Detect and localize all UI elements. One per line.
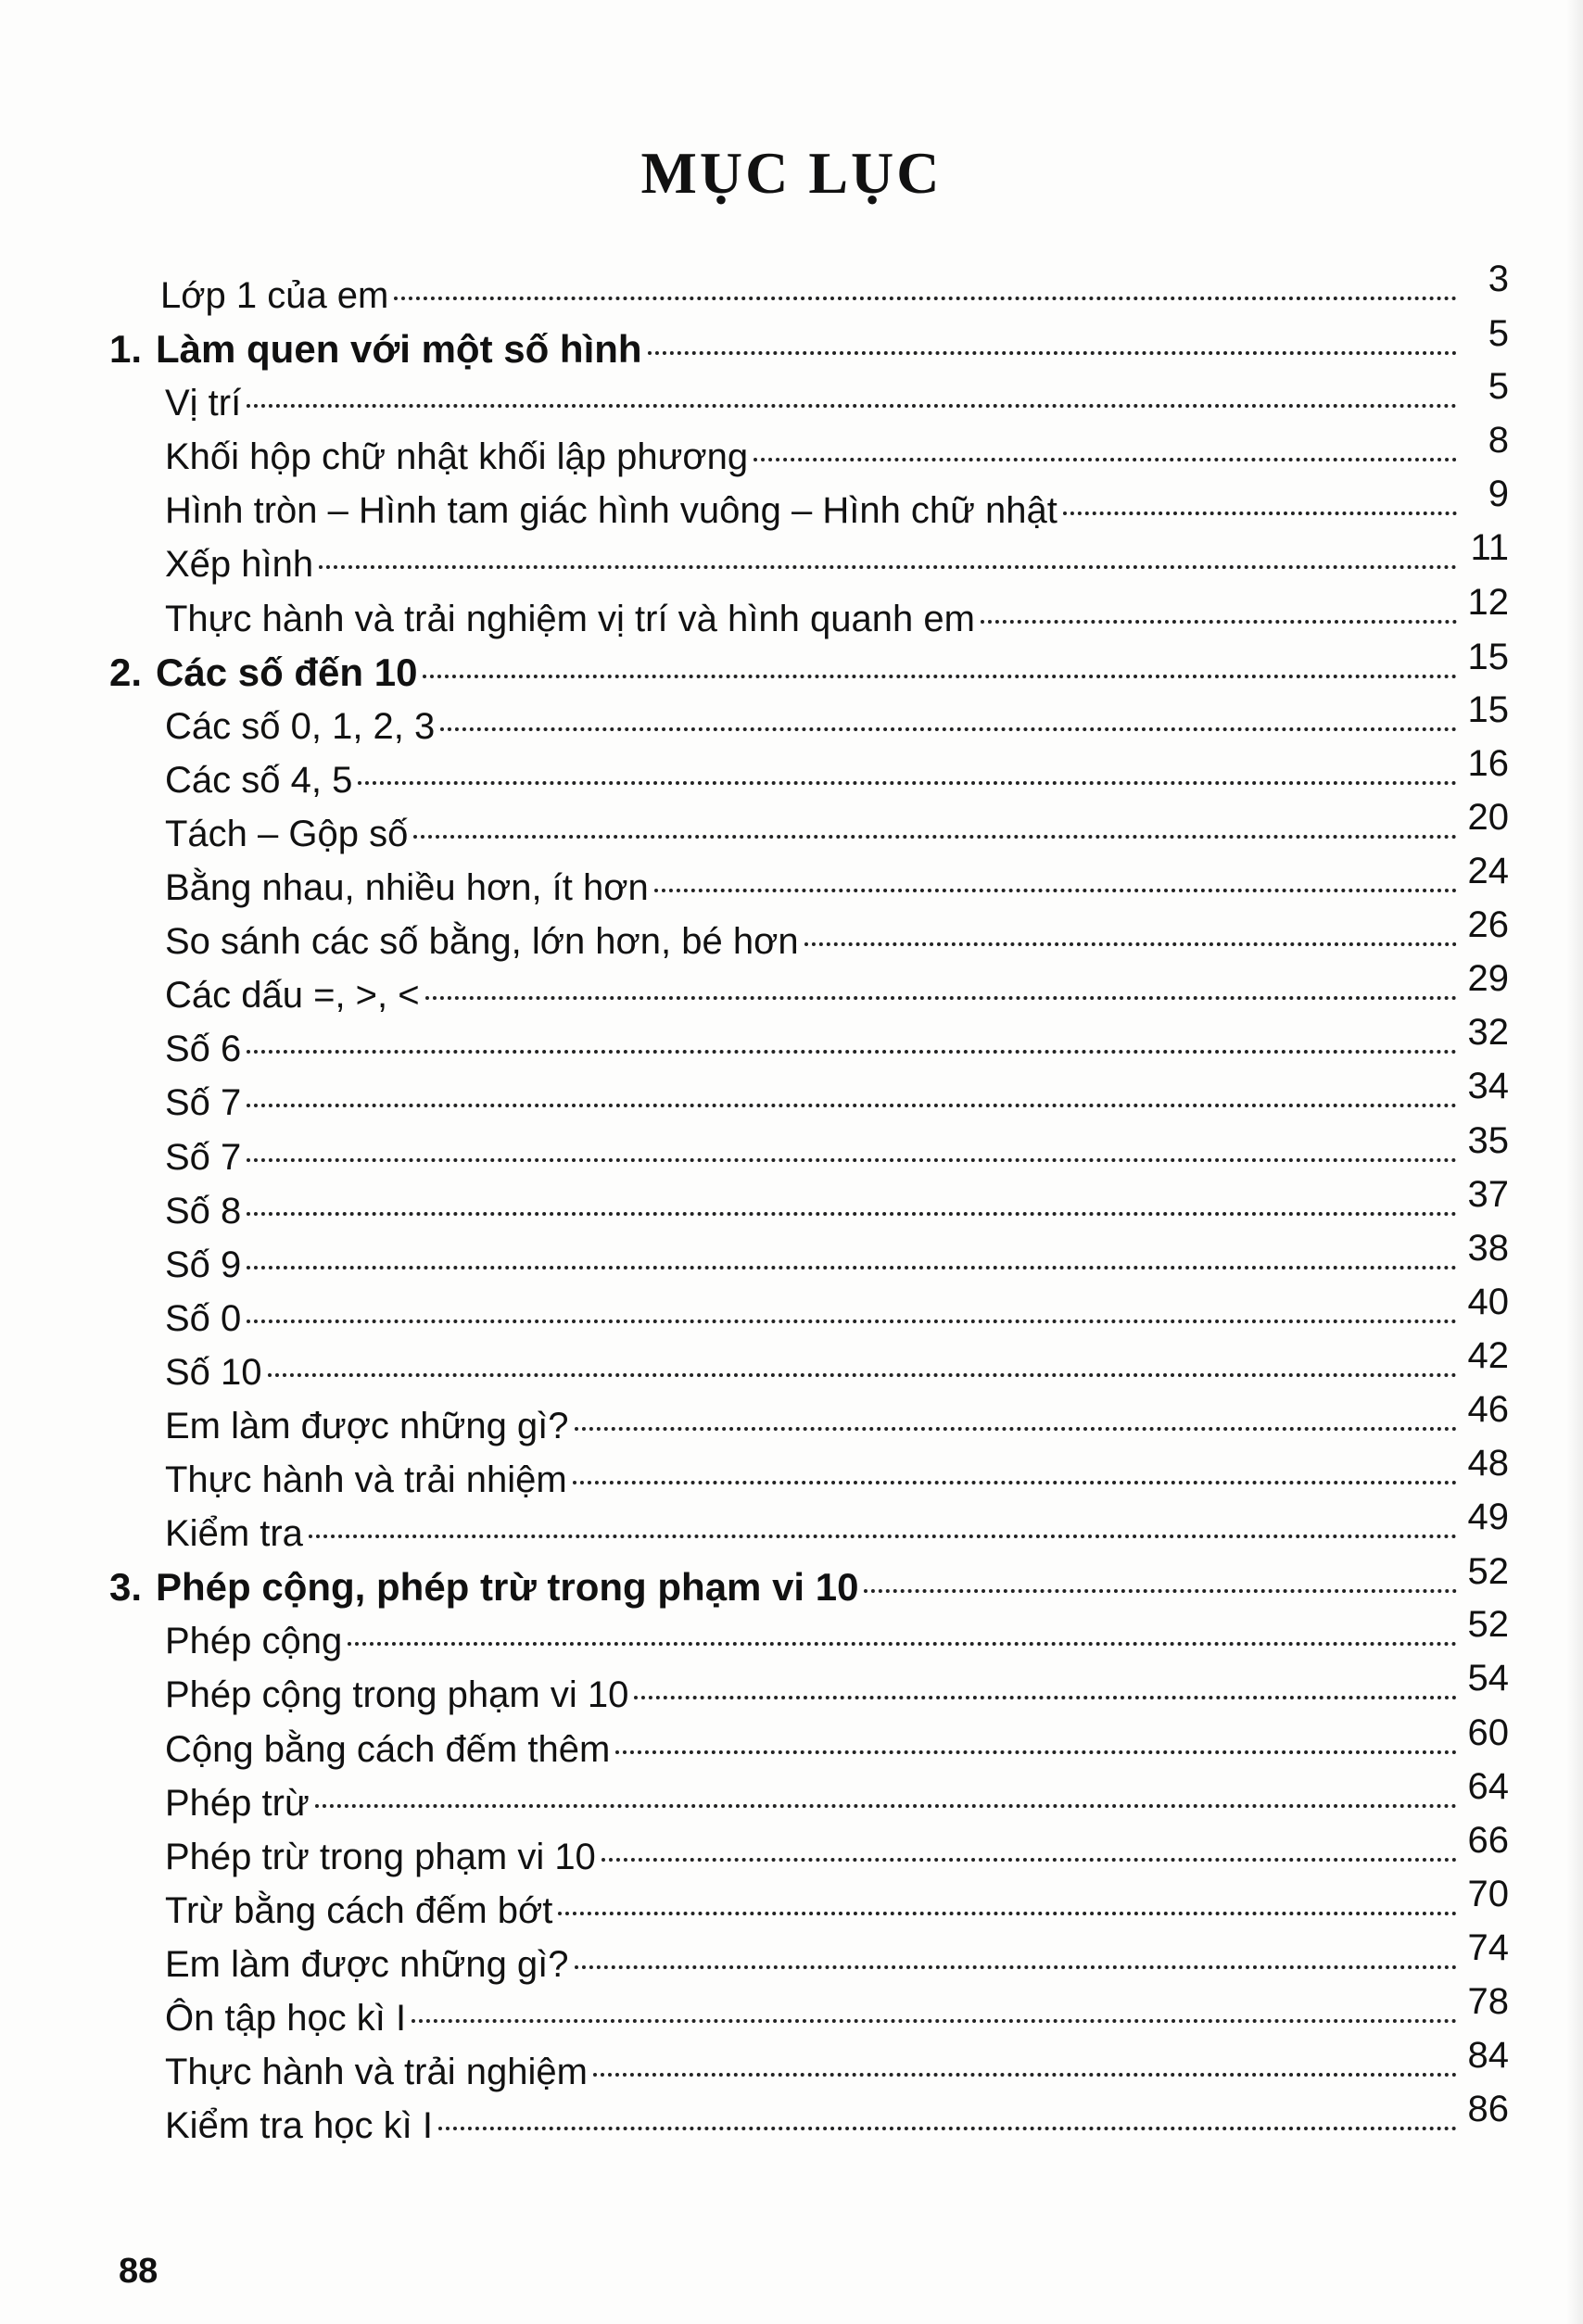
toc-entry-label: Cộng bằng cách đếm thêm: [165, 1728, 611, 1770]
toc-entry-label: Thực hành và trải nghiệm: [165, 2052, 588, 2093]
toc-page-number: 84: [1467, 2035, 1509, 2077]
toc-page-number: 26: [1467, 904, 1509, 946]
toc-dot-leader: [754, 458, 1457, 461]
page-number: 88: [119, 2252, 158, 2291]
toc-entry-label: Bằng nhau, nhiều hơn, ít hơn: [165, 867, 649, 909]
toc-entry: [109, 527, 1509, 591]
toc-dot-leader: [573, 1481, 1457, 1484]
toc-entry-label: Lớp 1 của em: [160, 275, 389, 316]
toc-page-number: 29: [1467, 958, 1509, 1000]
toc-entry: [109, 1981, 1509, 2045]
toc-entry: [109, 1873, 1509, 1938]
toc-dot-leader: [247, 1212, 1457, 1216]
toc-dot-leader: [981, 620, 1457, 624]
toc-entry: [109, 420, 1509, 484]
toc-dot-leader: [648, 351, 1457, 355]
toc-page-number: 8: [1488, 420, 1509, 461]
toc-dot-leader: [319, 565, 1457, 569]
toc-entry: [109, 1765, 1509, 1830]
toc-entry: [109, 1658, 1509, 1722]
toc-page-number: 34: [1467, 1066, 1509, 1107]
toc-dot-leader: [358, 781, 1457, 785]
toc-dot-leader: [309, 1535, 1457, 1538]
toc-entry: [109, 1604, 1509, 1668]
toc-entry-label: Số 0: [165, 1297, 242, 1339]
toc-dot-leader: [268, 1373, 1457, 1377]
toc-entry-label: Trừ bằng cách đếm bớt: [165, 1889, 553, 1931]
toc-entry-label: Số 7: [165, 1136, 242, 1178]
toc-dot-leader: [412, 2019, 1457, 2023]
toc-entry-label: Tách – Gộp số: [165, 813, 409, 854]
toc-chapter-number: 1.: [109, 327, 143, 372]
toc-entry: [109, 1119, 1509, 1184]
toc-entry: [109, 1334, 1509, 1399]
toc-entry: [109, 1443, 1509, 1507]
toc-page-number: 54: [1467, 1658, 1509, 1699]
toc-page-number: 24: [1467, 851, 1509, 892]
toc-dot-leader: [593, 2073, 1457, 2077]
toc-entry: [109, 1388, 1509, 1453]
toc-chapter-number: 3.: [109, 1565, 143, 1610]
toc-entry: [109, 1497, 1509, 1560]
toc-dot-leader: [654, 889, 1457, 892]
toc-entry: [109, 742, 1509, 807]
toc-chapter-entry: [109, 1551, 1509, 1614]
toc-dot-leader: [615, 1750, 1457, 1754]
toc-page-number: 60: [1467, 1711, 1509, 1753]
toc-dot-leader: [1063, 512, 1457, 515]
toc-page-number: 15: [1467, 688, 1509, 730]
toc-page-number: 42: [1467, 1334, 1509, 1376]
toc-entry-label: Các số 0, 1, 2, 3: [165, 705, 436, 747]
toc-dot-leader: [602, 1858, 1457, 1862]
toc-dot-leader: [247, 1266, 1457, 1269]
toc-page-number: 3: [1488, 259, 1509, 299]
toc-page-number: 49: [1467, 1497, 1509, 1538]
toc-page-number: 66: [1467, 1819, 1509, 1861]
toc-entry: [109, 1926, 1509, 1991]
toc-dot-leader: [247, 1320, 1457, 1323]
toc-page-number: 20: [1467, 796, 1509, 838]
toc-entry: [109, 2089, 1509, 2153]
table-of-contents: [109, 259, 1509, 2153]
toc-entry-label: Phép trừ: [165, 1782, 310, 1824]
toc-page-number: 86: [1467, 2089, 1509, 2130]
toc-dot-leader: [247, 1050, 1457, 1054]
toc-entry-label: Số 9: [165, 1244, 242, 1285]
toc-page-number: 5: [1488, 366, 1509, 408]
toc-dot-leader: [423, 675, 1457, 678]
toc-entry-label: Làm quen với một số hình: [156, 327, 642, 372]
toc-entry-label: Ôn tập học kì I: [165, 1998, 407, 2039]
toc-entry: [109, 474, 1509, 537]
toc-page-number: 35: [1467, 1119, 1509, 1161]
toc-entry: [109, 904, 1509, 968]
toc-page-number: 40: [1467, 1281, 1509, 1322]
toc-entry-label: Các số đến 10: [156, 650, 418, 694]
toc-page-number: 11: [1470, 527, 1509, 569]
toc-entry-label: Em làm được những gì?: [165, 1943, 569, 1985]
toc-entry: [109, 958, 1509, 1022]
toc-entry: [109, 1281, 1509, 1345]
toc-entry-label: Các số 4, 5: [165, 759, 353, 801]
toc-entry: [109, 688, 1509, 753]
toc-dot-leader: [348, 1642, 1457, 1646]
toc-dot-leader: [394, 297, 1457, 300]
toc-entry-label: Khối hộp chữ nhật khối lập phương: [165, 436, 749, 478]
toc-entry-label: Kiểm tra học kì I: [165, 2105, 433, 2147]
page-edge-shadow: [1566, 0, 1583, 2324]
toc-page-number: 52: [1467, 1604, 1509, 1646]
toc-entry-label: Phép cộng: [165, 1621, 343, 1662]
toc-entry-label: Thực hành và trải nghiệm vị trí và hình quanh em: [165, 598, 975, 639]
toc-entry: [109, 259, 1509, 322]
toc-entry: [109, 1066, 1509, 1130]
toc-dot-leader: [247, 1158, 1457, 1162]
toc-entry-label: Phép trừ trong phạm vi 10: [165, 1836, 596, 1877]
toc-dot-leader: [864, 1589, 1457, 1593]
toc-dot-leader: [575, 1427, 1457, 1431]
toc-dot-leader: [247, 1104, 1457, 1107]
toc-entry: [109, 851, 1509, 915]
toc-entry-label: Em làm được những gì?: [165, 1405, 569, 1446]
toc-entry-label: Các dấu =, >, <: [165, 975, 420, 1017]
toc-entry-label: Hình tròn – Hình tam giác hình vuông – Hình chữ nhật: [165, 490, 1057, 532]
toc-dot-leader: [413, 835, 1457, 839]
toc-page-number: 37: [1467, 1173, 1509, 1215]
toc-entry-label: Số 7: [165, 1082, 242, 1124]
toc-entry-label: Vị trí: [165, 383, 242, 424]
toc-dot-leader: [315, 1804, 1457, 1808]
toc-dot-leader: [440, 727, 1457, 731]
toc-entry: [109, 581, 1509, 646]
toc-dot-leader: [575, 1965, 1457, 1969]
toc-entry-label: Kiểm tra: [165, 1513, 303, 1555]
toc-entry: [109, 1819, 1509, 1884]
toc-chapter-number: 2.: [109, 650, 143, 694]
toc-page-number: 9: [1488, 474, 1509, 515]
toc-page-number: 38: [1467, 1227, 1509, 1269]
toc-entry-label: So sánh các số bằng, lớn hơn, bé hơn: [165, 921, 799, 963]
toc-entry: [109, 1012, 1509, 1076]
toc-dot-leader: [425, 996, 1457, 1000]
toc-entry: [109, 796, 1509, 861]
toc-chapter-entry: [109, 636, 1509, 700]
toc-entry-label: Số 6: [165, 1029, 242, 1070]
toc-entry-label: Số 8: [165, 1190, 242, 1231]
toc-page-number: 74: [1467, 1926, 1509, 1968]
toc-page-number: 52: [1467, 1551, 1509, 1593]
toc-dot-leader: [558, 1912, 1457, 1915]
toc-entry: [109, 366, 1509, 430]
toc-dot-leader: [634, 1696, 1457, 1699]
toc-page-number: 46: [1467, 1388, 1509, 1430]
page-title: MỤC LỤC: [640, 140, 943, 206]
toc-page-number: 12: [1467, 581, 1509, 623]
toc-entry: [109, 1227, 1509, 1292]
toc-dot-leader: [247, 404, 1457, 408]
toc-page-number: 5: [1488, 313, 1509, 355]
toc-entry: [109, 1711, 1509, 1776]
toc-page-number: 78: [1467, 1981, 1509, 2022]
toc-page-number: 70: [1467, 1873, 1509, 1914]
toc-page-number: 64: [1467, 1765, 1509, 1807]
toc-entry-label: Xếp hình: [165, 544, 314, 586]
toc-entry-label: Thực hành và trải nhiệm: [165, 1459, 567, 1501]
toc-dot-leader: [438, 2127, 1457, 2130]
toc-chapter-entry: [109, 313, 1509, 376]
toc-entry: [109, 1173, 1509, 1238]
toc-entry-label: Phép cộng, phép trừ trong phạm vi 10: [156, 1565, 859, 1610]
toc-page-number: 32: [1467, 1012, 1509, 1054]
toc-page-number: 48: [1467, 1443, 1509, 1484]
toc-entry-label: Số 10: [165, 1351, 262, 1393]
toc-entry-label: Phép cộng trong phạm vi 10: [165, 1674, 629, 1716]
toc-page-number: 15: [1467, 636, 1509, 677]
toc-dot-leader: [804, 942, 1457, 946]
toc-page-number: 16: [1467, 742, 1509, 784]
toc-entry: [109, 2035, 1509, 2099]
